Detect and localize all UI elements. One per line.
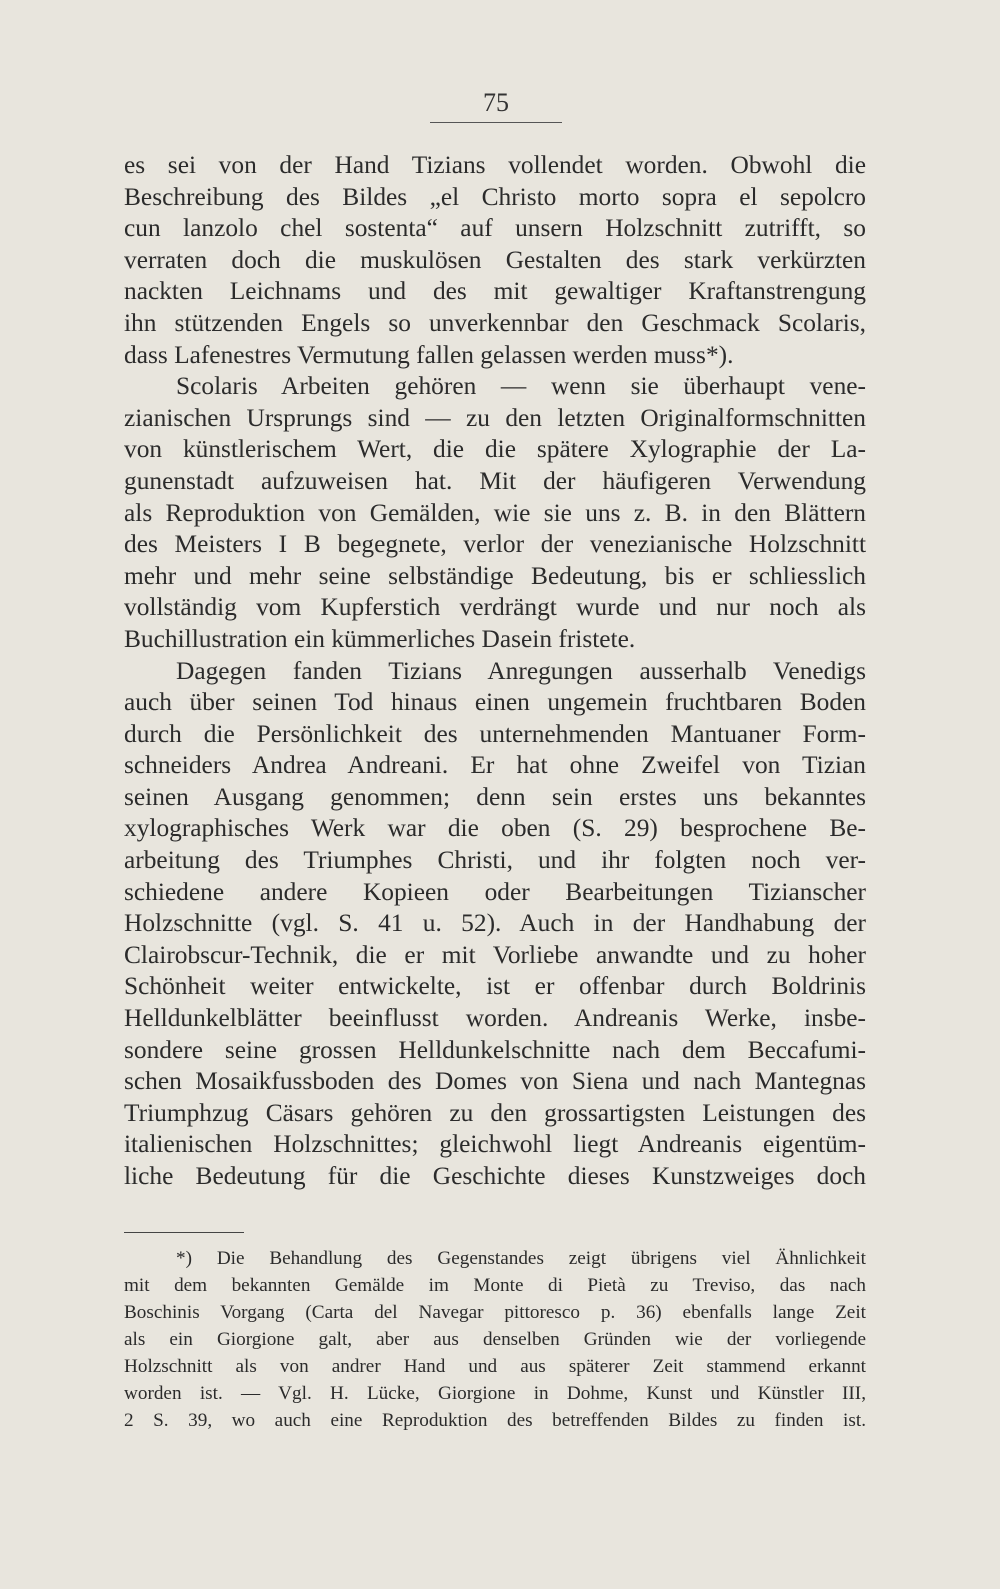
paragraph — [124, 150, 866, 371]
text-line: mehr und mehr seine selbständige Bedeutung, bis er schliesslich — [124, 561, 866, 590]
footnote-line: mit dem bekannten Gemälde im Monte di Pietà zu Treviso, das nach — [124, 1275, 866, 1296]
text-line: arbeitung des Triumphes Christi, und ihr folgten noch ver- — [124, 846, 866, 875]
text-line: des Meisters I B begegnete, verlor der venezianische Holzschnitt — [124, 530, 866, 559]
footnote-line: Holzschnitt als von andrer Hand und aus späterer Zeit stammend erkannt — [124, 1356, 866, 1377]
main-text — [124, 150, 866, 1193]
text-line: Beschreibung des Bildes „el Christo morto sopra el sepolcro — [124, 182, 866, 211]
text-line: seinen Ausgang genommen; denn sein erstes uns bekanntes — [124, 782, 866, 811]
text-line: xylographisches Werk war die oben (S. 29) besprochene Be- — [124, 814, 866, 843]
paragraph — [124, 656, 866, 1193]
footnote-line: *) Die Behandlung des Gegenstandes zeigt übrigens viel Ähnlichkeit — [176, 1248, 866, 1269]
text-line: es sei von der Hand Tizians vollendet worden. Obwohl die — [124, 151, 866, 179]
text-line: gunenstadt aufzuweisen hat. Mit der häufigeren Verwendung — [124, 466, 866, 495]
text-line: dass Lafenestres Vermutung fallen gelassen werden muss*). — [124, 340, 734, 369]
text-line: sondere seine grossen Helldunkelschnitte nach dem Beccafumi- — [124, 1035, 866, 1064]
text-line: schen Mosaikfussboden des Domes von Siena und nach Mantegnas — [124, 1067, 866, 1096]
text-line: Holzschnitte (vgl. S. 41 u. 52). Auch in der Handhabung der — [124, 909, 866, 938]
footnote-line: als ein Giorgione galt, aber aus denselben Gründen wie der vorliegende — [124, 1329, 866, 1350]
text-line: Scolaris Arbeiten gehören — wenn sie überhaupt vene- — [176, 372, 866, 401]
text-line: Buchillustration ein kümmerliches Dasein fristete. — [124, 624, 636, 653]
page-number: 75 — [483, 88, 509, 117]
text-line: Helldunkelblätter beeinflusst worden. Andreanis Werke, insbe- — [124, 1004, 866, 1033]
text-line: durch die Persönlichkeit des unternehmenden Mantuaner Form- — [124, 719, 866, 748]
page-number-rule — [430, 122, 562, 123]
text-line: schneiders Andrea Andreani. Er hat ohne Zweifel von Tizian — [124, 751, 866, 780]
text-line: cun lanzolo chel sostenta“ auf unsern Holzschnitt zutrifft, so — [124, 214, 866, 243]
paragraph — [124, 371, 866, 655]
text-line: von künstlerischem Wert, die die spätere Xylographie der La- — [124, 435, 866, 464]
text-line: Triumphzug Cäsars gehören zu den grossartigsten Leistungen des — [124, 1098, 866, 1127]
text-line: liche Bedeutung für die Geschichte dieses Kunstzweiges doch — [124, 1162, 866, 1190]
text-line: Schönheit weiter entwickelte, ist er offenbar durch Boldrinis — [124, 972, 866, 1001]
footnote-line: 2 S. 39, wo auch eine Reproduktion des betreffenden Bildes zu finden ist. — [124, 1410, 866, 1431]
text-line: auch über seinen Tod hinaus einen ungemein fruchtbaren Boden — [124, 688, 866, 717]
footnote — [124, 1245, 866, 1434]
footnote-line: worden ist. — Vgl. H. Lücke, Giorgione in Dohme, Kunst und Künstler III, — [124, 1383, 866, 1404]
text-line: als Reproduktion von Gemälden, wie sie uns z. B. in den Blättern — [124, 498, 866, 527]
text-line: vollständig vom Kupferstich verdrängt wurde und nur noch als — [124, 593, 866, 622]
text-line: Dagegen fanden Tizians Anregungen ausserhalb Venedigs — [176, 656, 866, 685]
footnote-line: Boschinis Vorgang (Carta del Navegar pittoresco p. 36) ebenfalls lange Zeit — [124, 1302, 866, 1323]
text-line: schiedene andere Kopieen oder Bearbeitungen Tizianscher — [124, 877, 866, 906]
text-line: zianischen Ursprungs sind — zu den letzten Originalformschnitten — [124, 403, 866, 432]
text-line: verraten doch die muskulösen Gestalten des stark verkürzten — [124, 245, 866, 274]
text-line: nackten Leichnams und des mit gewaltiger Kraftanstrengung — [124, 277, 866, 306]
text-line: ihn stützenden Engels so unverkennbar den Geschmack Scolaris, — [124, 308, 866, 337]
text-line: italienischen Holzschnittes; gleichwohl liegt Andreanis eigentüm- — [124, 1130, 866, 1159]
text-line: Clairobscur-Technik, die er mit Vorliebe anwandte und zu hoher — [124, 940, 866, 969]
footnote-separator — [124, 1232, 244, 1233]
